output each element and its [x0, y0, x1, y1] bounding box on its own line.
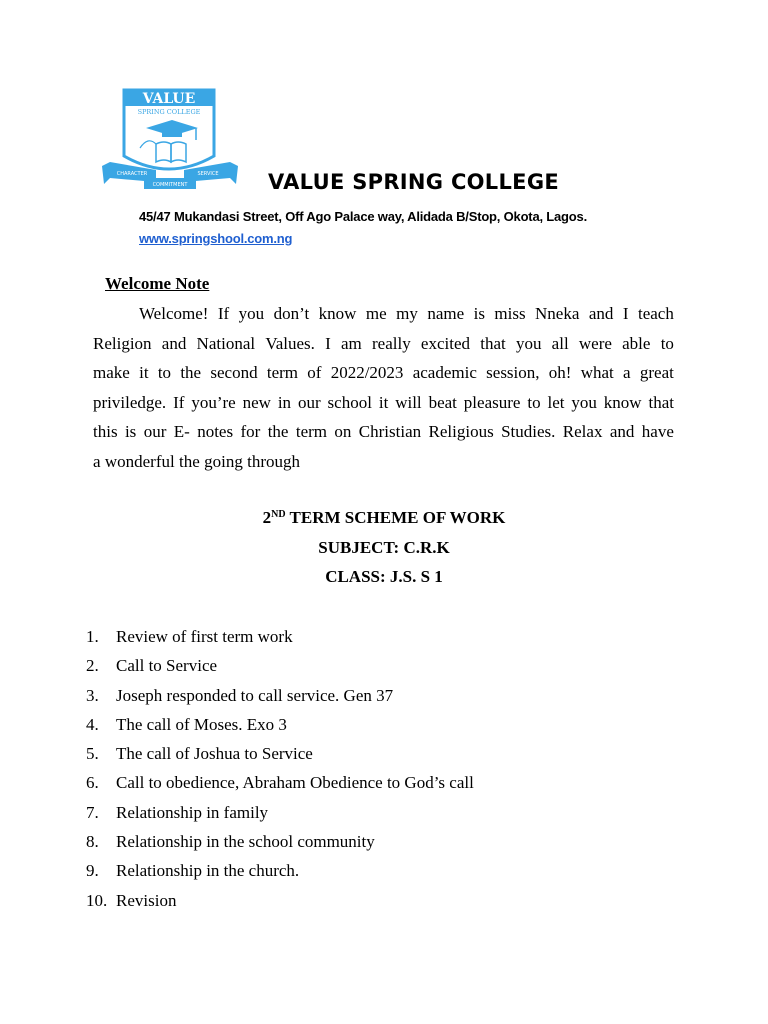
- list-item: [86, 772, 474, 801]
- scheme-title-ordinal: ND: [271, 509, 286, 520]
- list-item-text: Relationship in family: [116, 802, 269, 822]
- list-item-text: Joseph responded to call service. Gen 37: [116, 685, 394, 705]
- list-item-number: 8.: [86, 832, 99, 852]
- list-item: [86, 890, 474, 919]
- list-item-text: Review of first term work: [116, 627, 293, 646]
- list-item-number: 1.: [86, 627, 99, 646]
- welcome-paragraph: [93, 299, 674, 476]
- list-item-text: Relationship in the church.: [116, 861, 300, 881]
- list-item-number: 2.: [86, 656, 99, 676]
- list-item-number: 7.: [86, 802, 99, 822]
- list-item: [86, 685, 474, 714]
- list-item: [86, 714, 474, 743]
- welcome-line: Religion and National Values. I am really excited that you all were able to: [93, 333, 674, 353]
- topics-list: [86, 626, 474, 919]
- school-website-link[interactable]: www.springshool.com.ng: [139, 231, 293, 246]
- list-item-text: The call of Joshua to Service: [116, 744, 313, 764]
- welcome-line: this is our E- notes for the term on Christian Religious Studies. Relax and have: [93, 422, 674, 441]
- list-item-number: 3.: [86, 685, 99, 705]
- class-line: CLASS: J.S. S 1: [325, 567, 443, 586]
- welcome-line: a wonderful the going through: [93, 451, 301, 471]
- school-logo: [100, 86, 240, 192]
- school-name: VALUE SPRING COLLEGE: [268, 170, 559, 194]
- svg-text:SERVICE: SERVICE: [197, 171, 219, 177]
- scheme-title-number: 2: [262, 508, 272, 527]
- school-address: 45/47 Mukandasi Street, Off Ago Palace way, Alidada B/Stop, Okota, Lagos.: [139, 209, 587, 224]
- list-item-text: Relationship in the school community: [116, 832, 375, 852]
- list-item: [86, 802, 474, 831]
- welcome-heading: Welcome Note: [105, 274, 210, 293]
- list-item: [86, 860, 474, 889]
- welcome-line: Welcome! If you don’t know me my name is miss Nneka and I teach: [139, 304, 674, 323]
- svg-text:COMMITMENT: COMMITMENT: [152, 182, 188, 188]
- svg-text:CHARACTER: CHARACTER: [116, 171, 148, 177]
- list-item: [86, 626, 474, 655]
- subject-line: SUBJECT: C.R.K: [318, 538, 450, 557]
- list-item: [86, 655, 474, 684]
- scheme-title-text: TERM SCHEME OF WORK: [285, 508, 506, 527]
- list-item-text: The call of Moses. Exo 3: [116, 714, 287, 734]
- list-item-number: 4.: [86, 714, 99, 734]
- list-item-number: 10.: [86, 890, 108, 910]
- list-item-text: Call to Service: [116, 656, 218, 676]
- svg-text:VALUE: VALUE: [142, 91, 196, 107]
- list-item-text: Revision: [116, 890, 177, 910]
- list-item: [86, 743, 474, 772]
- list-item-number: 6.: [86, 773, 99, 793]
- svg-text:SPRING COLLEGE: SPRING COLLEGE: [137, 108, 201, 116]
- list-item-number: 5.: [86, 744, 99, 764]
- welcome-line: priviledge. If you’re new in our school it will beat pleasure to let you know that: [93, 392, 674, 412]
- list-item: [86, 831, 474, 860]
- welcome-line: make it to the second term of 2022/2023 academic session, oh! what a great: [93, 363, 674, 382]
- list-item-number: 9.: [86, 861, 99, 881]
- scheme-title: [0, 508, 768, 528]
- school-crest-icon: [100, 86, 240, 192]
- list-item-text: Call to obedience, Abraham Obedience to God’s call: [116, 773, 474, 793]
